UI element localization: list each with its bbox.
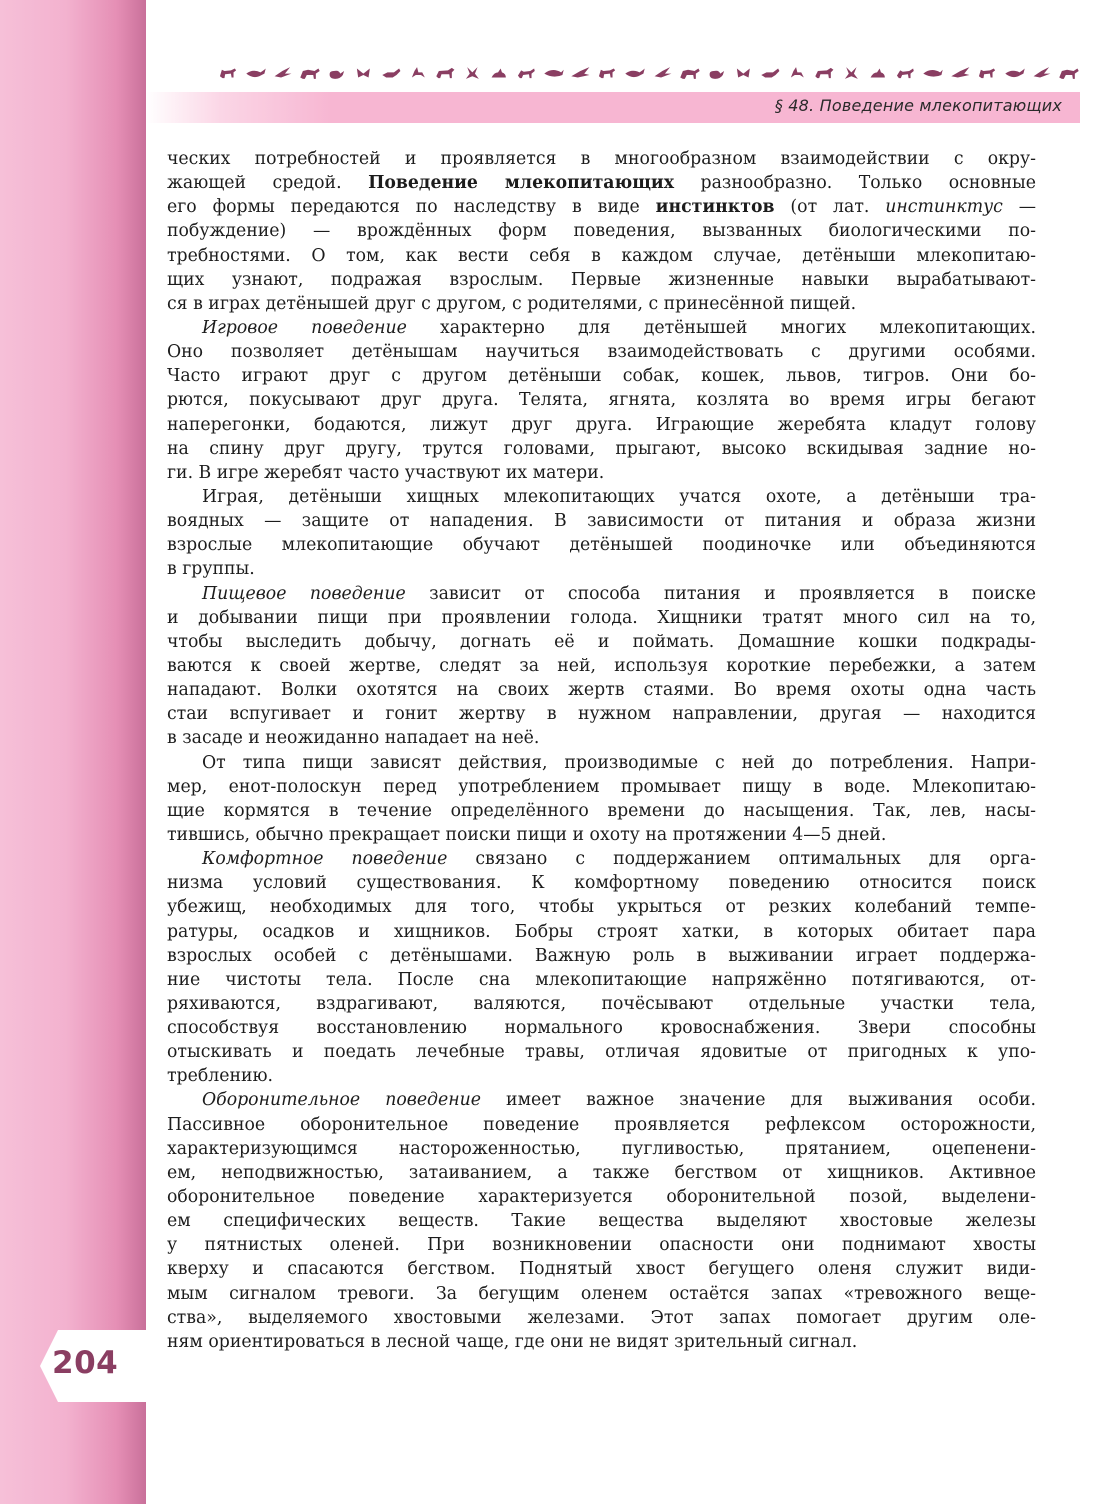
text-line [167,340,1036,364]
text-segment: ся в играх детёнышей друг с другом, с родителями, с принесённой пищей. [167,293,857,314]
text-segment: разнообразно. Только основные [674,173,1036,194]
text-segment: характеризующимся настороженностью, пугливостью, прятанием, оцепенени- [167,1138,1036,1159]
animal-silhouette-icon [868,62,890,84]
text-segment: стаи вспугивает и гонит жертву в нужном направлении, другая — находится [167,704,1036,725]
animal-silhouette-icon [787,62,809,84]
text-segment: ческих потребностей и проявляется в многообразном взаимодействии с окру- [167,149,1036,169]
text-line [167,726,1036,750]
text-segment: требностями. О том, как вести себя в каждом случае, детёныши млекопитаю- [167,245,1036,266]
text-line [167,944,1036,968]
text-segment: и добывании пищи при проявлении голода. Хищники тратят много сил на то, [167,607,1036,628]
animal-silhouette-icon [922,62,944,84]
text-line [167,316,1036,340]
animal-silhouette-icon [245,62,267,84]
text-line [167,1257,1036,1281]
animal-silhouette-icon [977,62,999,84]
animal-silhouette-icon [381,62,403,84]
text-segment: ства», выделяемого хвостовыми железами. Этот запах помогает другим оле- [167,1307,1036,1328]
text-segment: От типа пищи зависят действия, производимые с ней до потребления. Напри- [202,752,1036,773]
page-number: 204 [52,1345,119,1381]
text-segment: оборонительное поведение характеризуется оборонительной позой, выделени- [167,1187,1036,1208]
text-line [167,171,1036,195]
text-line [167,292,1036,316]
text-segment: кверху и спасаются бегством. Поднятый хвост бегущего оленя служит види- [167,1259,1036,1280]
text-segment: нападают. Волки охотятся на своих жертв стаями. Во время охоты одна часть [167,680,1036,701]
animal-silhouette-icon [597,62,619,84]
animal-silhouette-icon [1058,62,1080,84]
text-line [167,461,1036,485]
animal-silhouette-icon [841,62,863,84]
text-line [167,1161,1036,1185]
text-segment: Часто играют друг с другом детёныши собак, кошек, львов, тигров. Они бо- [167,366,1036,387]
text-line [167,799,1036,823]
text-line [167,195,1036,219]
animal-silhouette-icon [462,62,484,84]
animal-silhouette-icon [950,62,972,84]
text-segment: воядных — защите от нападения. В зависимости от питания и образа жизни [167,511,1036,532]
text-line [167,895,1036,919]
text-segment: отыскивать и поедать лечебные травы, отличая ядовитые от пригодных к упо- [167,1042,1036,1063]
animal-silhouette-icon [895,62,917,84]
text-segment: побуждение) — врождённых форм поведения, вызванных биологическими по- [167,221,1036,242]
text-line [167,871,1036,895]
text-line [167,244,1036,268]
text-segment: рются, покусывают друг друга. Телята, ягнята, козлята во время игры бегают [167,390,1036,411]
text-segment: Играя, детёныши хищных млекопитающих учатся охоте, а детёныши тра- [202,486,1036,507]
text-segment: наперегонки, бодаются, лижут друг друга. Играющие жеребята кладут голову [167,414,1036,435]
text-line [167,702,1036,726]
text-segment: в засаде и неожиданно нападает на неё. [167,728,540,749]
text-segment: взрослых особей с детёнышами. Важную роль в выживании играет поддержа- [167,945,1036,966]
text-line [167,1137,1036,1161]
text-line [167,992,1036,1016]
page-header-title: § 48. Поведение млекопитающих [774,96,1062,115]
text-segment: на спину друг другу, трутся головами, прыгают, высоко вскидывая задние но- [167,438,1036,459]
text-segment: — [1002,197,1036,218]
text-line [167,1040,1036,1064]
text-line [167,1330,1036,1354]
italic-term: Игровое поведение [202,317,407,338]
animal-silhouette-icon [733,62,755,84]
text-segment: ряхиваются, вздрагивают, валяются, почёсывают отдельные участки тела, [167,993,1036,1014]
text-segment: ваются к своей жертве, следят за ней, используя короткие перебежки, а затем [167,655,1036,676]
animal-silhouette-icon [326,62,348,84]
animal-silhouette-icon [543,62,565,84]
text-segment: Пассивное оборонительное поведение проявляется рефлексом осторожности, [167,1114,1036,1135]
text-line [167,582,1036,606]
text-line [167,413,1036,437]
text-segment: Оно позволяет детёнышам научиться взаимодействовать с другими особями. [167,342,1036,363]
text-line [167,1282,1036,1306]
text-segment: способствуя восстановлению нормального кровоснабжения. Звери способны [167,1018,1036,1039]
text-line [167,751,1036,775]
text-segment: характерно для детёнышей многих млекопитающих. [406,317,1036,338]
italic-term: Комфортное поведение [202,849,448,870]
animal-silhouette-icon [706,62,728,84]
text-line [167,1088,1036,1112]
text-line [167,654,1036,678]
text-line [167,388,1036,412]
animal-silhouette-icon [272,62,294,84]
text-segment: ратуры, осадков и хищников. Бобры строят хатки, в которых обитает пара [167,921,1036,942]
text-segment: щих узнают, подражая взрослым. Первые жизненные навыки вырабатывают- [167,269,1036,290]
text-line [167,823,1036,847]
text-line [167,1306,1036,1330]
italic-term: Пищевое поведение [202,583,406,604]
bold-term: Поведение млекопитающих [368,173,675,194]
text-line [167,1016,1036,1040]
text-segment: связано с поддержанием оптимальных для орга- [447,849,1036,870]
bold-term: инстинктов [655,197,775,218]
text-line [167,219,1036,243]
text-line [167,557,1036,581]
text-line [167,509,1036,533]
text-segment: щие кормятся в течение определённого времени до насыщения. Так, лев, насы- [167,800,1036,821]
text-segment: мер, енот-полоскун перед употреблением промывает пищу в воде. Млекопитаю- [167,776,1036,797]
text-segment: ням ориентироваться в лесной чаще, где они не видят зрительный сигнал. [167,1331,858,1352]
text-segment: ги. В игре жеребят часто участвуют их матери. [167,462,605,483]
animal-silhouette-icon [435,62,457,84]
animal-silhouette-icon [570,62,592,84]
animal-silhouettes-icon [218,58,1080,88]
animal-silhouette-icon [1031,62,1053,84]
text-line [167,1064,1036,1088]
animal-silhouette-icon [299,62,321,84]
text-segment: убежищ, необходимых для того, чтобы укрыться от резких колебаний темпе- [167,897,1036,918]
text-line [167,606,1036,630]
animal-silhouette-icon [1004,62,1026,84]
text-line [167,437,1036,461]
text-segment: взрослые млекопитающие обучают детёнышей поодиночке или объединяются [167,535,1036,556]
text-line [167,485,1036,509]
text-segment: ние чистоты тела. После сна млекопитающие напряжённо потягиваются, от- [167,969,1036,990]
body-text [167,147,1036,1354]
animal-silhouette-icon [624,62,646,84]
text-line [167,1113,1036,1137]
animal-silhouette-icon [489,62,511,84]
animal-silhouette-icon [353,62,375,84]
text-segment: низма условий существования. К комфортному поведению относится поиск [167,873,1036,894]
animal-silhouette-icon [516,62,538,84]
text-line [167,630,1036,654]
text-segment: имеет важное значение для выживания особи. [480,1090,1036,1111]
text-line [167,147,1036,171]
animal-silhouette-icon [814,62,836,84]
text-segment: ем, неподвижностью, затаиванием, а также бегством от хищников. Активное [167,1162,1036,1183]
text-line [167,1209,1036,1233]
text-segment: жающей средой. [167,173,369,194]
text-segment: зависит от способа питания и проявляется в поиске [405,583,1036,604]
text-line [167,268,1036,292]
text-segment: ем специфических веществ. Такие вещества выделяют хвостовые железы [167,1211,1036,1232]
text-line [167,1233,1036,1257]
animal-silhouette-icon [218,62,240,84]
left-margin-band [0,0,146,1504]
text-segment: (от лат. [774,197,886,218]
text-line [167,847,1036,871]
animal-silhouette-icon [408,62,430,84]
text-line [167,364,1036,388]
italic-term: Оборонительное поведение [202,1090,481,1111]
text-line [167,533,1036,557]
text-segment: у пятнистых оленей. При возникновении опасности они поднимают хвосты [167,1235,1036,1256]
text-line [167,968,1036,992]
text-segment: треблению. [167,1066,274,1087]
text-line [167,775,1036,799]
animal-silhouette-icon [760,62,782,84]
text-line [167,678,1036,702]
text-segment: тившись, обычно прекращает поиски пищи и охоту на протяжении 4—5 дней. [167,824,887,845]
text-segment: чтобы выследить добычу, догнать её и поймать. Домашние кошки подкрады- [167,631,1036,652]
italic-term: инстинктус [885,197,1003,218]
text-line [167,1185,1036,1209]
text-segment: его формы передаются по наследству в виде [167,197,656,218]
text-segment: мым сигналом тревоги. За бегущим оленем остаётся запах «тревожного веще- [167,1283,1036,1304]
text-line [167,920,1036,944]
animal-silhouette-icon [679,62,701,84]
animal-silhouette-icon [652,62,674,84]
text-segment: в группы. [167,559,255,580]
